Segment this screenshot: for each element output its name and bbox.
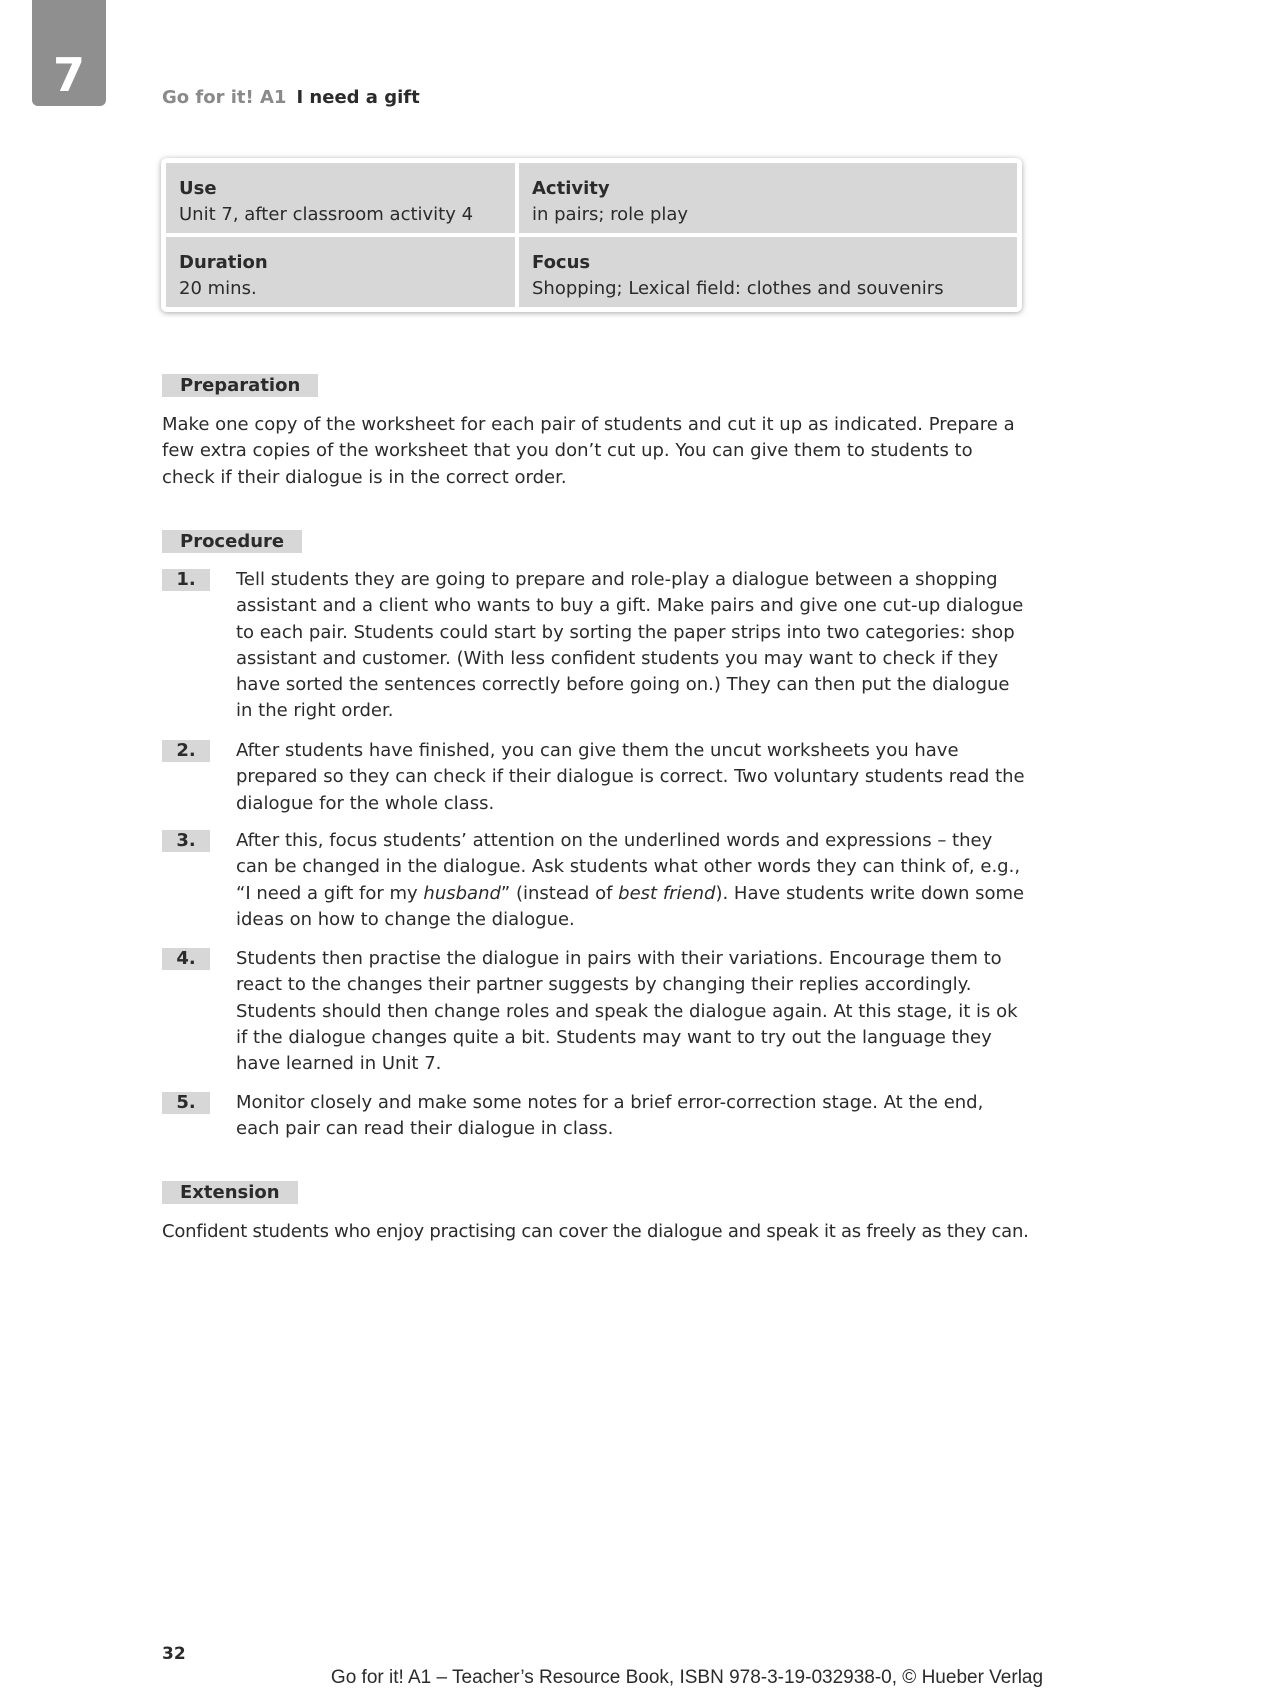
step-text-italic: husband (423, 882, 501, 904)
step-text-part: ). Have students write down some ideas on how to change the dialogue. (236, 882, 1025, 930)
extension-heading: Extension (162, 1181, 298, 1204)
procedure-step (162, 567, 1024, 725)
page-header (162, 87, 420, 108)
procedure-step (162, 738, 1024, 817)
page-number: 32 (162, 1644, 186, 1664)
step-text: Monitor closely and make some notes for a brief error-correction stage. At the end, each pair can read their dialogue in class. (236, 1092, 984, 1140)
duration-value: 20 mins. (179, 278, 257, 299)
duration-cell (166, 237, 515, 307)
step-text-part: ” (instead of (500, 882, 619, 904)
unit-number-tab (32, 0, 106, 106)
step-text: Tell students they are going to prepare and role-play a dialogue between a shopping assistant and a client who wants to buy a gift. Make pairs and give one cut-up dialogue to each pair. Students could start by sorting the paper strips into two categories: shop assistant and customer. (With less confident students you may want to check if they have sorted the sentences correctly before going on.) They can then put the dialogue in the right order. (236, 569, 1024, 722)
procedure-step (162, 946, 1024, 1077)
series-name: Go for it! A1 (162, 87, 287, 108)
activity-label: Activity (532, 178, 610, 199)
procedure-heading: Procedure (162, 530, 302, 553)
unit-number: 7 (52, 48, 85, 102)
step-number: 5. (162, 1092, 210, 1114)
use-cell (166, 163, 515, 233)
activity-value: in pairs; role play (532, 204, 689, 225)
step-number: 1. (162, 569, 210, 591)
footer-copyright: Go for it! A1 – Teacher’s Resource Book, ISBN 978-3-19-032938-0, © Hueber Verlag (330, 1667, 1044, 1688)
use-value: Unit 7, after classroom activity 4 (179, 204, 474, 225)
duration-label: Duration (179, 252, 268, 273)
step-text-italic: best friend (618, 882, 716, 904)
procedure-step (162, 828, 1024, 933)
activity-cell (519, 163, 1017, 233)
procedure-step (162, 1090, 1024, 1143)
step-text-part: After this, focus students’ attention on the underlined words and expressions – they can be changed in the dialogue. Ask students what other words they can think of, e.g., “I need a gift for my (236, 830, 1021, 904)
step-number: 4. (162, 948, 210, 970)
step-text: Students then practise the dialogue in pairs with their variations. Encourage them to react to the changes their partner suggests by changing their replies accordingly. Students should then change roles and speak the dialogue again. At this stage, it is ok if the dialogue changes quite a bit. Students may want to try out the language they have learned in Unit 7. (236, 948, 1018, 1075)
step-number: 3. (162, 830, 210, 852)
focus-label: Focus (532, 252, 591, 273)
preparation-heading: Preparation (162, 374, 318, 397)
use-label: Use (179, 178, 217, 199)
worksheet-title: I need a gift (296, 87, 420, 108)
focus-cell (519, 237, 1017, 307)
extension-text: Confident students who enjoy practising can cover the dialogue and speak it as freely as they can. (162, 1221, 1029, 1242)
preparation-text: Make one copy of the worksheet for each pair of students and cut it up as indicated. Prepare a few extra copies of the worksheet that you don’t cut up. You can give them to students to check if their dialogue is in the correct order. (162, 414, 1015, 488)
step-text (236, 828, 1026, 933)
info-table (161, 158, 1022, 312)
step-text: After students have finished, you can give them the uncut worksheets you have prepared so they can check if their dialogue is correct. Two voluntary students read the dialogue for the whole class. (236, 740, 1025, 814)
focus-value: Shopping; Lexical field: clothes and souvenirs (532, 278, 944, 299)
step-number: 2. (162, 740, 210, 762)
